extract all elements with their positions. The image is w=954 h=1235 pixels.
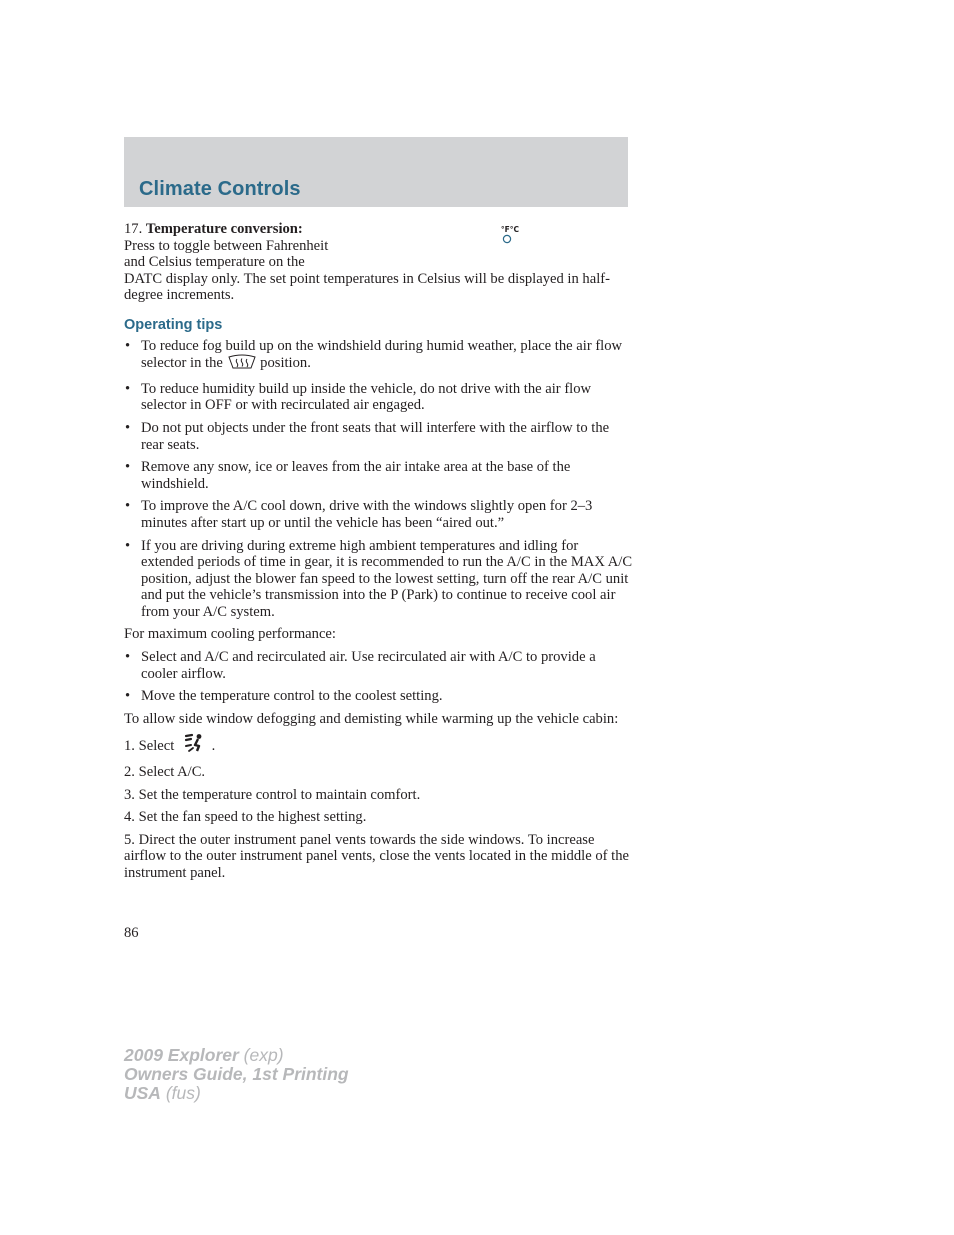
section-title: Climate Controls — [139, 178, 301, 200]
step-item: 2. Select A/C. — [124, 764, 206, 781]
windshield-defrost-icon — [227, 354, 257, 375]
bullet-marker: • — [125, 649, 131, 666]
list-item — [124, 688, 634, 705]
floor-defrost-mode-icon — [178, 733, 208, 758]
side-window-intro: To allow side window defogging and demisting while warming up the vehicle cabin: — [124, 710, 619, 727]
tip-text: Select and A/C and recirculated air. Use recirculated air with A/C to provide a cooler airflow. — [141, 649, 596, 682]
bullet-marker: • — [125, 459, 131, 476]
list-item — [124, 498, 634, 531]
step-text: 1. Select — [124, 738, 175, 755]
item-text-rest: DATC display only. The set point temperatures in Celsius will be displayed in half-degree increments. — [124, 270, 610, 304]
list-item — [124, 538, 634, 621]
section-header-band — [124, 137, 628, 207]
tip-text: If you are driving during extreme high ambient temperatures and idling for extended periods of time in gear, it is recommended to run the A/C in the MAX A/C position, adjust the blower fan speed to the lowest setting, turn off the rear A/C unit and put the vehicle’s transmission into the P (Park) to continue to receive cool air from your A/C system. — [141, 537, 633, 620]
tip-text: Move the temperature control to the coolest setting. — [141, 688, 443, 705]
step-item — [124, 733, 634, 758]
document-footer — [124, 1046, 349, 1103]
tip-text-end: position. — [260, 355, 311, 372]
fahrenheit-celsius-icon — [500, 224, 520, 244]
bullet-marker: • — [125, 688, 131, 705]
page-number: 86 — [124, 925, 139, 941]
item-text-line-2: and Celsius temperature on the — [124, 254, 305, 271]
step-item: 3. Set the temperature control to maintain comfort. — [124, 786, 421, 803]
item-label: Temperature conversion: — [145, 221, 303, 237]
list-item — [124, 649, 634, 682]
bullet-marker: • — [125, 537, 131, 554]
step-text-end: . — [211, 738, 216, 755]
footer-market-code: (fus) — [160, 1083, 201, 1103]
footer-model: 2009 Explorer — [124, 1045, 239, 1065]
temperature-conversion-item — [124, 221, 634, 304]
item-text-line-1: Press to toggle between Fahrenheit — [124, 237, 329, 254]
tip-text: Do not put objects under the front seats that will interfere with the airflow to the rear seats. — [141, 419, 610, 453]
tip-text: Remove any snow, ice or leaves from the air intake area at the base of the windshield. — [141, 459, 571, 492]
list-item — [124, 338, 634, 375]
tip-text: To reduce humidity build up inside the vehicle, do not drive with the air flow selector in OFF or with recirculated air engaged. — [141, 380, 592, 414]
step-item: 4. Set the fan speed to the highest setting. — [124, 809, 367, 826]
footer-market: USA — [124, 1083, 161, 1103]
page-content — [124, 221, 634, 888]
list-item — [124, 381, 634, 414]
footer-model-code: (exp) — [238, 1045, 284, 1065]
footer-printing: Owners Guide, 1st Printing — [124, 1064, 349, 1084]
fahrenheit-celsius-icon-label: °F°C — [500, 225, 520, 234]
bullet-marker: • — [125, 337, 131, 354]
max-cooling-intro: For maximum cooling performance: — [124, 626, 336, 643]
list-item — [124, 459, 634, 492]
item-number: 17. — [124, 221, 143, 237]
bullet-marker: • — [125, 419, 131, 436]
step-item: 5. Direct the outer instrument panel vents towards the side windows. To increase airflow to the outer instrument panel vents, close the vents located in the middle of the instrument panel. — [124, 831, 629, 881]
tip-text: To improve the A/C cool down, drive with the windows slightly open for 2–3 minutes after start up or until the vehicle has been “aired out.” — [141, 498, 593, 531]
bullet-marker: • — [125, 498, 131, 515]
tip-text: To reduce fog build up on the windshield during humid weather, place the air flow selector in the — [141, 337, 623, 372]
operating-tips-heading: Operating tips — [124, 316, 223, 333]
list-item — [124, 420, 634, 453]
bullet-marker: • — [125, 380, 131, 397]
